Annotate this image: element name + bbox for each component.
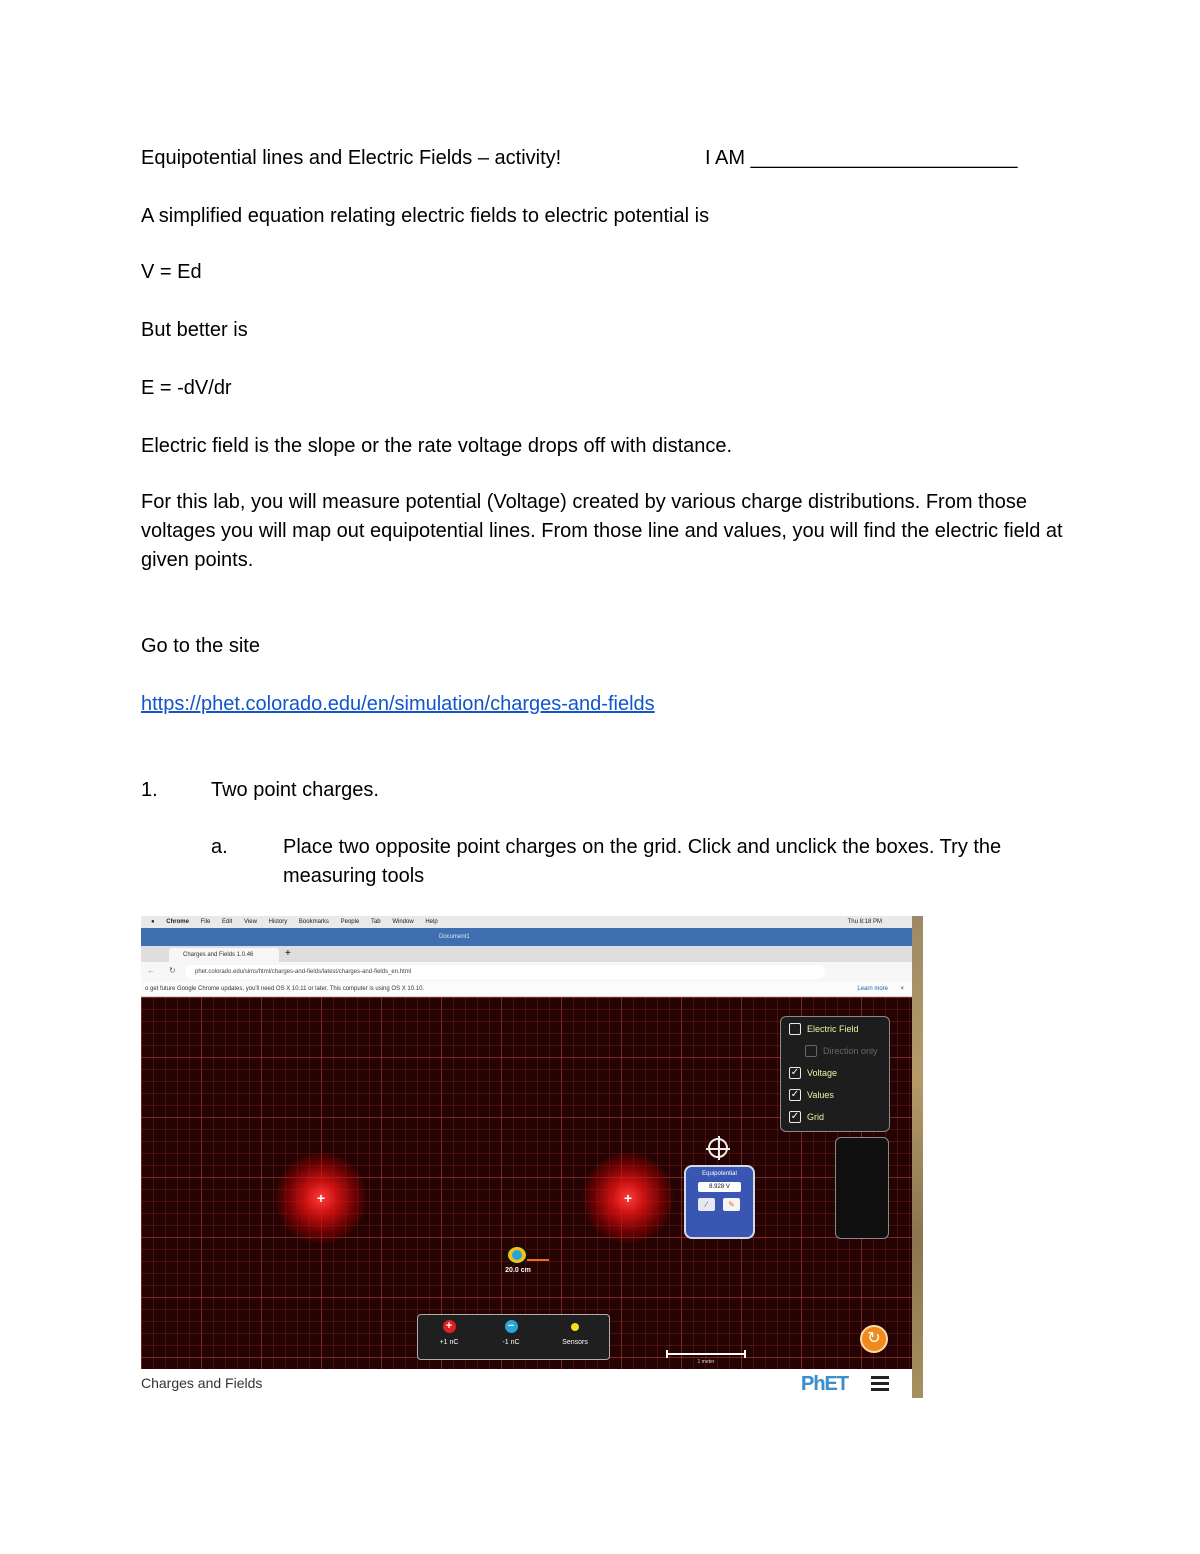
equipotential-title: Equipotential <box>702 1171 737 1177</box>
browser-tab-bar <box>141 946 912 962</box>
reload-icon[interactable]: ↻ <box>169 966 176 975</box>
close-notice-icon[interactable]: × <box>900 986 904 992</box>
sim-title: Charges and Fields <box>141 1375 263 1391</box>
crosshair-icon[interactable] <box>708 1138 728 1158</box>
charges-toolbox <box>417 1314 610 1360</box>
measuring-tape-line[interactable] <box>527 1259 549 1261</box>
equation-e-dvdr: E = -dV/dr <box>141 377 232 399</box>
plus-icon: + <box>623 1190 633 1206</box>
reset-icon[interactable]: ↻ <box>860 1325 888 1353</box>
browser-url-bar <box>141 962 912 983</box>
field-definition: Electric field is the slope or the rate voltage drops off with distance. <box>141 435 733 457</box>
equipotential-sensor[interactable] <box>684 1165 755 1239</box>
positive-charge-right[interactable] <box>583 1153 673 1243</box>
checkmark-icon: ✓ <box>790 1066 800 1078</box>
new-tab-icon[interactable]: + <box>285 948 291 959</box>
name-field-label: I AM ________________________ <box>705 147 1018 169</box>
lab-description: For this lab, you will measure potential (Voltage) created by various charge distributions. From those voltages you will map out equipotential lines. From those line and values, you will find the electric field at given points. <box>141 491 1063 571</box>
plus-icon: + <box>443 1320 456 1333</box>
checkbox-icon <box>789 1023 801 1035</box>
phet-logo[interactable]: PhET <box>801 1373 849 1395</box>
back-icon[interactable]: ← <box>147 966 155 975</box>
mac-menu-chrome: Chrome <box>166 919 189 925</box>
sim-footer <box>141 1369 912 1398</box>
tape-distance-label: 20.0 cm <box>505 1267 531 1274</box>
options-panel <box>780 1016 890 1132</box>
word-title-bar <box>141 928 912 946</box>
url-input[interactable]: phet.colorado.edu/sims/html/charges-and-fields/latest/charges-and-fields_en.html <box>185 965 825 979</box>
values-label: Values <box>807 1090 834 1100</box>
word-document-title: Document1 <box>439 934 470 940</box>
mac-menu-view: View <box>244 919 257 925</box>
intro-text: A simplified equation relating electric fields to electric potential is <box>141 205 710 227</box>
plus-icon: + <box>316 1190 326 1206</box>
sensor-icon <box>571 1323 579 1331</box>
item-1a-text: Place two opposite point charges on the grid. Click and unclick the boxes. Try the measuring tools <box>283 836 1002 887</box>
mac-menu-bar <box>141 916 912 928</box>
negative-charge-source[interactable] <box>486 1320 536 1346</box>
voltage-label: Voltage <box>807 1068 838 1078</box>
positive-charge-label: +1 nC <box>439 1339 459 1346</box>
clear-button[interactable] <box>698 1198 715 1211</box>
measuring-tape-icon[interactable] <box>506 1245 528 1265</box>
simulation-canvas[interactable] <box>141 997 912 1369</box>
voltage-checkbox[interactable] <box>789 1065 837 1081</box>
direction-only-label: Direction only <box>823 1046 878 1056</box>
electric-field-label: Electric Field <box>807 1024 859 1034</box>
negative-charge-label: -1 nC <box>502 1339 520 1346</box>
desktop-background-strip <box>912 916 923 1398</box>
item-1-text: Two point charges. <box>211 779 379 801</box>
mac-menu-tab: Tab <box>370 919 381 925</box>
sensors-source[interactable] <box>550 1320 600 1346</box>
grid-checkbox[interactable] <box>789 1109 824 1125</box>
mac-menu-history: History <box>268 919 288 925</box>
equipotential-value: 8.928 V <box>698 1182 741 1192</box>
meter-scale-label: 1 meter <box>697 1359 715 1365</box>
hamburger-menu-icon[interactable] <box>871 1376 889 1390</box>
checkbox-icon <box>805 1045 817 1057</box>
values-checkbox[interactable] <box>789 1087 834 1103</box>
pencil-icon: ✎ <box>728 1200 735 1209</box>
positive-charge-source[interactable] <box>424 1320 474 1346</box>
sensors-label: Sensors <box>562 1339 588 1346</box>
update-notice-text: o get future Google Chrome updates, you'll need OS X 10.11 or later. This computer is using OS X 10.10. <box>145 986 425 992</box>
positive-charge-left[interactable] <box>276 1153 366 1243</box>
apple-icon: ● <box>151 919 155 925</box>
mac-menu-file: File <box>200 919 211 925</box>
electric-field-checkbox[interactable] <box>789 1021 859 1037</box>
minus-icon: − <box>505 1320 518 1333</box>
tool-box <box>835 1137 889 1239</box>
browser-tab[interactable]: Charges and Fields 1.0.46 <box>169 948 279 962</box>
mac-menu-people: People <box>340 919 360 925</box>
goto-site-text: Go to the site <box>141 635 260 657</box>
eraser-icon: ∕ <box>705 1200 708 1209</box>
simulation-screenshot <box>141 916 912 1398</box>
direction-only-checkbox[interactable] <box>805 1043 878 1059</box>
checkmark-icon: ✓ <box>790 1110 800 1122</box>
draw-button[interactable] <box>723 1198 740 1211</box>
phet-link[interactable]: https://phet.colorado.edu/en/simulation/charges-and-fields <box>141 693 655 715</box>
mac-menu-help: Help <box>425 919 438 925</box>
equation-v-ed: V = Ed <box>141 261 202 283</box>
meter-scale-bar <box>667 1353 745 1355</box>
mac-clock: Thu 8:18 PM <box>847 919 882 925</box>
update-notice-bar <box>141 982 912 997</box>
mac-menu-edit: Edit <box>221 919 233 925</box>
item-1a-letter: a. <box>211 836 228 858</box>
mac-menu-bookmarks: Bookmarks <box>298 919 329 925</box>
checkmark-icon: ✓ <box>790 1088 800 1100</box>
document-title: Equipotential lines and Electric Fields – activity! <box>141 147 562 169</box>
better-text: But better is <box>141 319 248 341</box>
item-1-number: 1. <box>141 779 158 801</box>
grid-label: Grid <box>807 1112 825 1122</box>
learn-more-link[interactable]: Learn more <box>857 986 888 992</box>
mac-menu-window: Window <box>392 919 414 925</box>
